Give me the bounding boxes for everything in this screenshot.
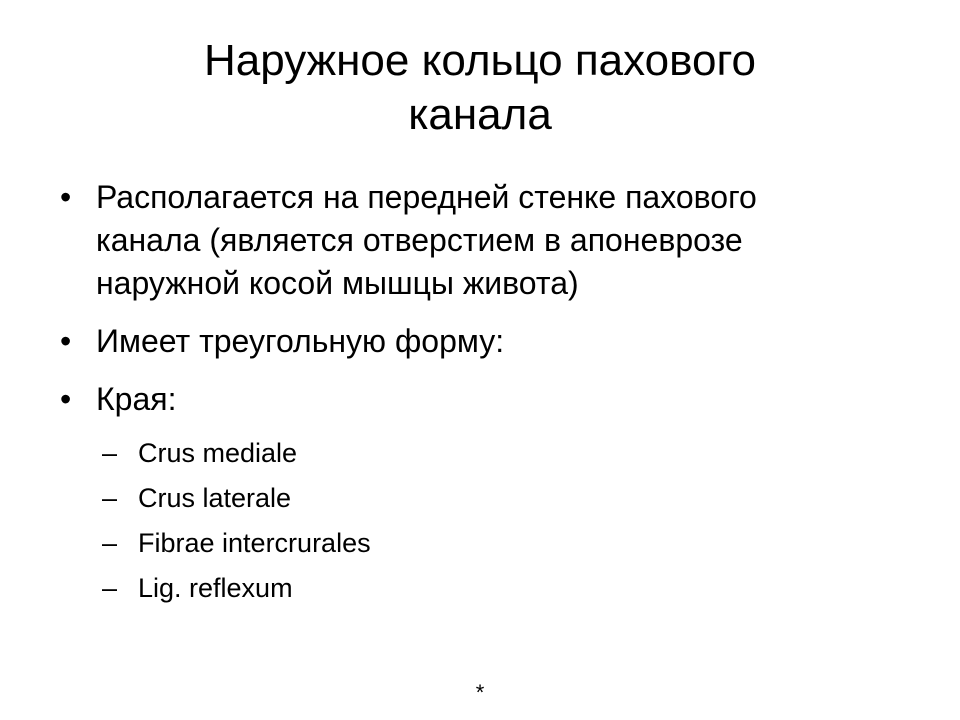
bullet-icon: • [60,323,72,359]
slide-title-line: канала [408,90,552,139]
bullet-list [58,176,898,616]
dash-icon: – [102,483,118,513]
sub-bullet-text: Crus mediale [138,438,298,468]
slide-title-line: Наружное кольцо пахового [203,36,757,85]
bullet-text-line: канала (является отверстием в апоневрозе [96,222,743,258]
bullet-text-line: Располагается на передней стенке пахового [96,179,757,215]
bullet-item [58,378,898,421]
bullet-icon: • [60,179,72,215]
sub-bullet-list [58,436,898,606]
bullet-text-line: Края: [96,381,177,417]
sub-bullet-item [58,526,898,561]
bullet-item [58,176,898,305]
bullet-text-line: Имеет треугольную форму: [96,323,505,359]
sub-bullet-text: Lig. reflexum [138,573,293,603]
sub-bullet-item [58,481,898,516]
dash-icon: – [102,528,118,558]
sub-bullet-text: Fibrae intercrurales [138,528,371,558]
sub-bullet-item [58,571,898,606]
dash-icon: – [102,438,118,468]
slide-title [100,34,860,142]
sub-bullet-text: Crus laterale [138,483,292,513]
dash-icon: – [102,573,118,603]
sub-bullet-item [58,436,898,471]
bullet-item [58,320,898,363]
slide-footer-mark: * [475,680,485,705]
bullet-text-line: наружной косой мышцы живота) [96,265,579,301]
bullet-icon: • [60,381,72,417]
